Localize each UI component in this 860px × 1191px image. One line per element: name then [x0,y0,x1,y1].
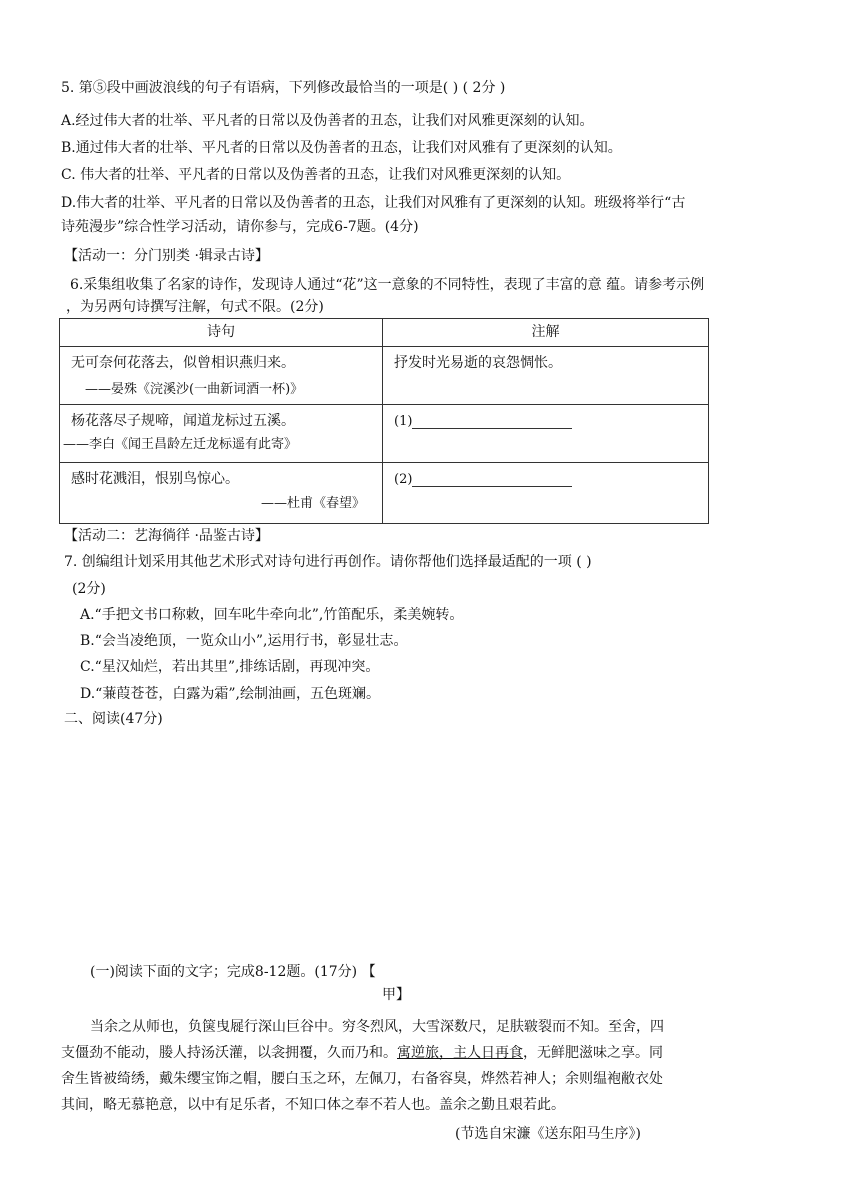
q6-stem-line1: 6.采集组收集了名家的诗作，发现诗人通过“花”这一意象的不同特性，表现了丰富的意 蕴。请参考示例 [70,277,705,293]
reading-label: 甲】 [382,987,410,1003]
passage-line-4: 其间，略无慕艳意，以中有足乐者，不知口体之奉不若人也。盖余之勤且艰若此。 [61,1097,565,1113]
q7-score: (2分) [72,581,106,597]
passage-source: (节选自宋濂《送东阳马生序》) [455,1126,641,1142]
table-row [60,347,709,405]
answer-number: (2) [394,472,413,487]
verse-source: ——杜甫《春望》 [261,496,366,511]
q7-option-a: A.“手把文书口称敕，回车叱牛牵向北”,竹笛配乐，柔美婉转。 [80,607,464,623]
q5-option-b: B.通过伟大者的壮举、平凡者的日常以及伪善者的丑态，让我们对风雅有了更深刻的认知。 [61,140,622,156]
table-header-verse: 诗句 [60,319,383,347]
activity-two-heading: 【活动二：艺海徜徉 ·品鉴古诗】 [64,528,269,544]
q5-option-a: A.经过伟大者的壮举、平凡者的日常以及伪善者的丑态，让我们对风雅更深刻的认知。 [61,113,594,129]
q7-option-d: D.“蒹葭苍苍，白露为霜”,绘制油画，五色斑斓。 [80,686,380,702]
q7-option-c: C.“星汉灿烂，若出其里”,排练话剧，再现冲突。 [80,659,380,675]
verse-source: ——李白《闻王昌龄左迁龙标遥有此寄》 [63,437,298,452]
passage-line-1: 当余之从师也，负箧曳屣行深山巨谷中。穷冬烈风，大雪深数尺，足肤皲裂而不知。至舍，四 [90,1019,664,1035]
q6-stem-line2: ，为另两句诗撰写注解，句式不限。(2分) [66,299,324,315]
reading-intro: (一)阅读下面的文字；完成8-12题。(17分) 【 [90,964,376,980]
q5-option-c: C. 伟大者的壮举、平凡者的日常以及伪善者的丑态，让我们对风雅更深刻的认知。 [61,167,571,183]
q6-7-intro: 诗苑漫步”综合性学习活动，请你参与，完成6-7题。(4分) [61,219,419,235]
underlined-sentence: 寓逆旅，主人日再食 [397,1045,523,1061]
verse-cell [60,463,383,524]
passage-text: 支僵劲不能动，媵人持汤沃灌，以衾拥覆，久而乃和。 [61,1045,397,1061]
table-row [60,463,709,524]
q5-stem: 5. 第⑤段中画波浪线的句子有语病，下列修改最恰当的一项是( ) ( 2分 ) [61,80,506,96]
table-row [60,405,709,463]
note-cell [383,405,709,463]
note-cell [383,347,709,405]
verse-text: 无可奈何花落去，似曾相识燕归来。 [71,355,295,371]
verse-text: 感时花溅泪，恨别鸟惊心。 [71,471,239,487]
passage-line-2 [61,1043,663,1063]
poem-table [59,318,709,524]
verse-cell [60,405,383,463]
note-text: 抒发时光易逝的哀怨惆怅。 [394,355,562,371]
q7-option-b: B.“会当凌绝顶，一览众山小”,运用行书，彰显壮志。 [80,633,408,649]
passage-line-3: 舍生皆被绮绣，戴朱缨宝饰之帽，腰白玉之环，左佩刀，右备容臭，烨然若神人；余则缊袍敝衣处 [61,1071,663,1087]
answer-blank[interactable] [412,472,572,487]
note-cell [383,463,709,524]
verse-text: 杨花落尽子规啼，闻道龙标过五溪。 [71,413,295,429]
q5-option-d: D.伟大者的壮举、平凡者的日常以及伪善者的丑态，让我们对风雅有了更深刻的认知。班级将举行“古 [61,195,686,211]
verse-cell [60,347,383,405]
activity-one-heading: 【活动一：分门别类 ·辑录古诗】 [64,248,269,264]
answer-blank[interactable] [412,414,572,429]
passage-text: ，无鲜肥滋味之享。同 [523,1045,663,1061]
section-two-heading: 二、阅读(47分) [64,711,163,727]
table-header-note: 注解 [383,319,709,347]
verse-source: ——晏殊《浣溪沙(一曲新词酒一杯)》 [85,382,304,397]
q7-stem: 7. 创编组计划采用其他艺术形式对诗句进行再创作。请你帮他们选择最适配的一项 ( ) [64,554,592,570]
answer-number: (1) [394,414,413,429]
